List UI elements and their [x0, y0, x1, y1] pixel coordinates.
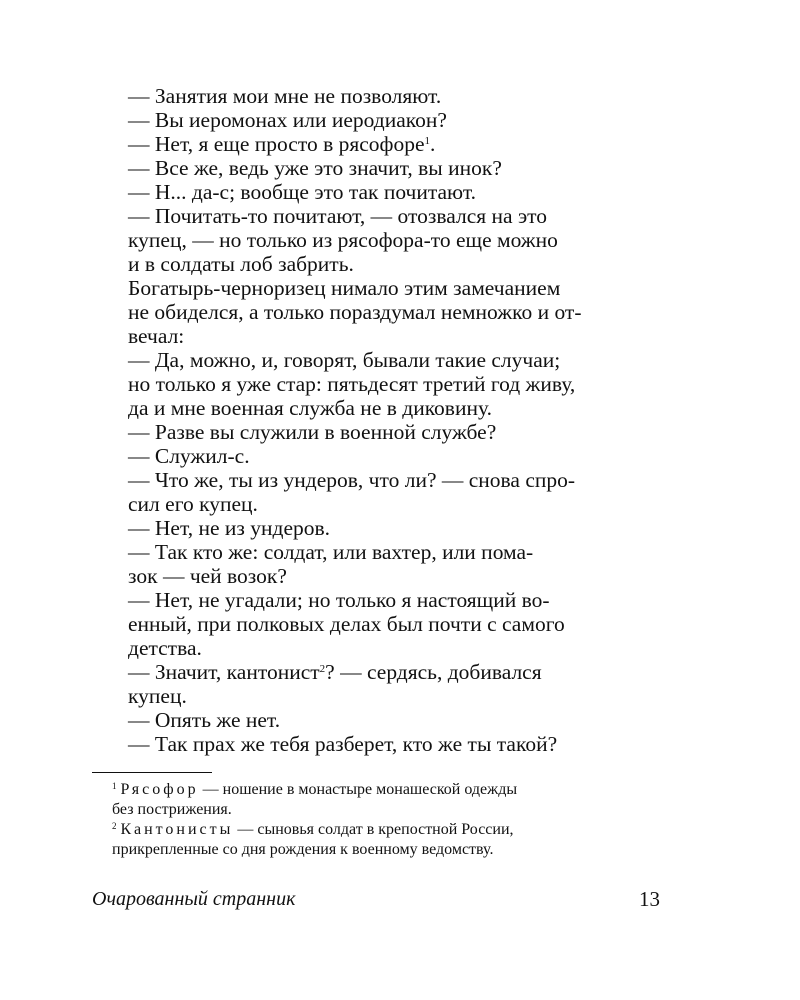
- page-footer: [92, 886, 660, 914]
- paragraph-12: — Нет, не из ундеров.: [128, 516, 331, 540]
- paragraph-17: — Так прах же тебя разберет, кто же ты такой?: [128, 732, 558, 756]
- paragraph-8: — Да, можно, и, говорят, бывали такие случаи; но только я уже стар: пятьдесят третий год живу, да и мне военная служба не в диковину.: [128, 348, 576, 420]
- page-number: 13: [639, 887, 660, 911]
- paragraph-15: — Значит, кантонист$^2$? — сердясь, добивался купец.: [128, 660, 542, 708]
- footnote-2: $^2$ Кантонисты — сыновья солдат в крепостной России, прикрепленные со дня рождения к военному ведомству.: [112, 821, 514, 858]
- footnote-1: $^1$ Рясофор — ношение в монастыре монашеской одежды без пострижения.: [112, 781, 518, 818]
- paragraph-13: — Так кто же: солдат, или вахтер, или пома- зок — чей возок?: [128, 540, 534, 588]
- footnote-ref-2[interactable]: 2: [319, 663, 326, 675]
- paragraph-4: — Все же, ведь уже это значит, вы инок?: [128, 156, 502, 180]
- footnote-term: Рясофор: [120, 781, 199, 798]
- paragraph-14: — Нет, не угадали; но только я настоящий во- енный, при полковых делах был почти с самого детства.: [128, 588, 565, 660]
- paragraph-10: — Служил-с.: [128, 444, 250, 468]
- footnote-divider: [92, 772, 212, 773]
- paragraph-1: — Занятия мои мне не позволяют.: [128, 84, 442, 108]
- footnote-mark-1: 1: [112, 781, 117, 791]
- running-title: Очарованный странник: [92, 888, 296, 910]
- body-text: [92, 84, 660, 756]
- paragraph-16: — Опять же нет.: [128, 708, 281, 732]
- footnote-mark-2: 2: [112, 821, 117, 831]
- paragraph-7: Богатырь-черноризец нимало этим замечанием не обиделся, а только пораздумал немножко и от- вечал:: [128, 276, 582, 348]
- paragraph-3: — Нет, я еще просто в рясофоре$^1$.: [128, 132, 436, 156]
- paragraph-2: — Вы иеромонах или иеродиакон?: [128, 108, 447, 132]
- paragraph-5: — Н... да-с; вообще это так почитают.: [128, 180, 476, 204]
- paragraph-6: — Почитать-то почитают, — отозвался на это купец, — но только из рясофора-то еще можно и в солдаты лоб забрить.: [128, 204, 558, 276]
- paragraph-11: — Что же, ты из ундеров, что ли? — снова спро- сил его купец.: [128, 468, 576, 516]
- footnotes: [92, 780, 660, 860]
- footnote-ref-1[interactable]: 1: [424, 135, 431, 147]
- paragraph-9: — Разве вы служили в военной службе?: [128, 420, 497, 444]
- footnote-term: Кантонисты: [120, 821, 234, 838]
